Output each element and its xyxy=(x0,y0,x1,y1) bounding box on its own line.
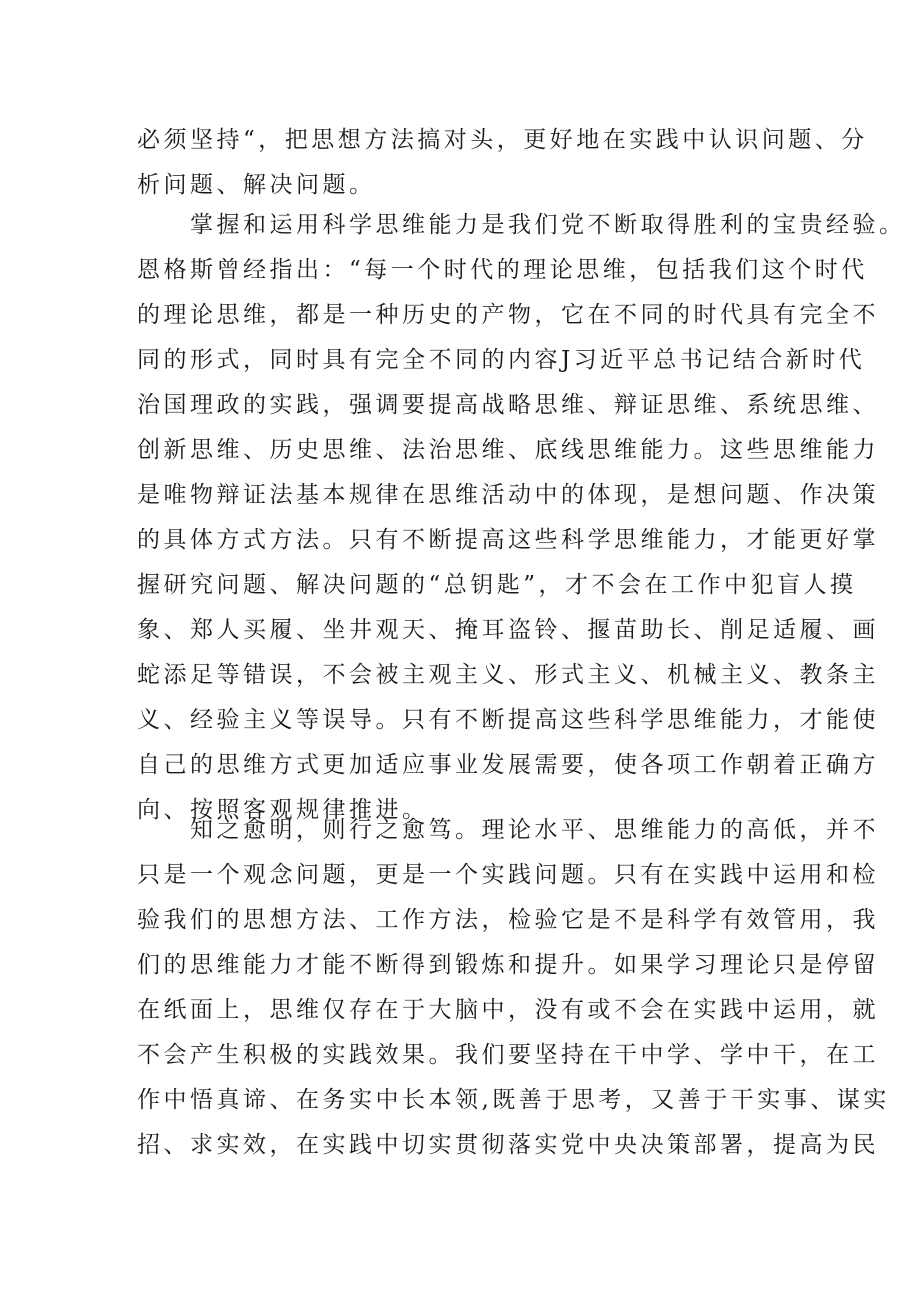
paragraph-line: 义、经验主义等误导。只有不断提高这些科学思维能力，才能使 xyxy=(137,707,879,733)
paragraph-2 xyxy=(137,203,906,833)
paragraph-line: 招、求实效，在实践中切实贯彻落实党中央决策部署，提高为民 xyxy=(137,1132,879,1158)
paragraph-line: 在纸面上，思维仅存在于大脑中，没有或不会在实践中运用，就 xyxy=(137,997,879,1023)
paragraph-line: 只是一个观念问题，更是一个实践问题。只有在实践中运用和检 xyxy=(137,862,879,888)
paragraph-line: 析问题、解决问题。 xyxy=(137,172,376,198)
paragraph-line: 作中悟真谛、在务实中长本领,既善于思考，又善于干实事、谋实 xyxy=(137,1087,890,1113)
paragraph-line: 必须坚持“，把思想方法搞对头，更好地在实践中认识问题、分 xyxy=(137,127,868,153)
paragraph-line: 掌握和运用科学思维能力是我们党不断取得胜利的宝贵经验。 xyxy=(137,212,906,238)
paragraph-line: 的具体方式方法。只有不断提高这些科学思维能力，才能更好掌 xyxy=(137,527,879,553)
paragraph-line: 象、郑人买履、坐井观天、掩耳盗铃、揠苗助长、削足适履、画 xyxy=(137,617,879,643)
paragraph-line: 蛇添足等错误，不会被主观主义、形式主义、机械主义、教条主 xyxy=(137,662,879,688)
paragraph-line: 治国理政的实践，强调要提高战略思维、辩证思维、系统思维、 xyxy=(137,392,879,418)
paragraph-line: 恩格斯曾经指出：“每一个时代的理论思维，包括我们这个时代 xyxy=(137,257,868,283)
paragraph-line: 们的思维能力才能不断得到锻炼和提升。如果学习理论只是停留 xyxy=(137,952,879,978)
paragraph-line: 握研究问题、解决问题的“总钥匙”，才不会在工作中犯盲人摸 xyxy=(137,572,857,598)
paragraph-line: 不会产生积极的实践效果。我们要坚持在干中学、学中干，在工 xyxy=(137,1042,879,1068)
paragraph-line: 的理论思维，都是一种历史的产物，它在不同的时代具有完全不 xyxy=(137,302,879,328)
paragraph-line: 是唯物辩证法基本规律在思维活动中的体现，是想问题、作决策 xyxy=(137,482,879,508)
paragraph-3 xyxy=(137,808,890,1168)
paragraph-line: 向、按照客观规律推进。 xyxy=(137,797,429,823)
paragraph-line: 验我们的思想方法、工作方法，检验它是不是科学有效管用，我 xyxy=(137,907,879,933)
paragraph-line: 创新思维、历史思维、法治思维、底线思维能力。这些思维能力 xyxy=(137,437,879,463)
paragraph-line: 自己的思维方式更加适应事业发展需要，使各项工作朝着正确方 xyxy=(137,752,879,778)
paragraph-1 xyxy=(137,118,868,208)
paragraph-line: 同的形式，同时具有完全不同的内容J习近平总书记结合新时代 xyxy=(137,347,866,373)
paragraph-line: 知之愈明，则行之愈笃。理论水平、思维能力的高低，并不 xyxy=(137,817,879,843)
